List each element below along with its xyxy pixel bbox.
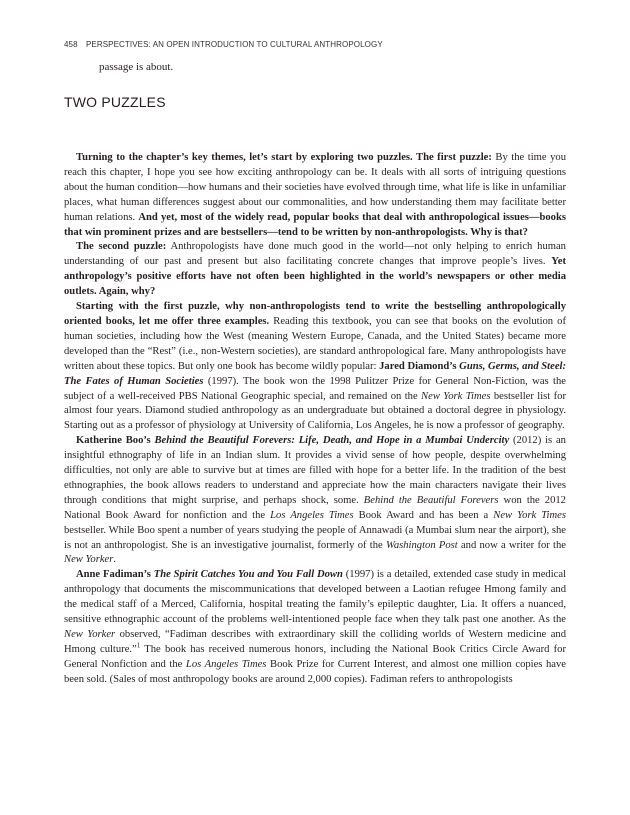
boo-text-5: and now a writer for the — [457, 539, 566, 551]
section-heading: TWO PUZZLES — [64, 94, 166, 110]
fadiman-text-3: The book has received numerous honors, including the National Book Critics Circle Award for General Nonfiction and the — [64, 643, 566, 670]
paragraph-boo — [64, 434, 566, 568]
boo-text-6: . — [113, 554, 117, 566]
boo-book-title-2: Behind the Beautiful Forevers — [363, 494, 499, 506]
boo-author: Katherine Boo’s — [76, 435, 155, 447]
wapo-reference: Washington Post — [385, 539, 458, 551]
first-puzzle-question: And yet, most of the widely read, popular books that deal with anthropological issues—books that win prominent prizes and are bestsellers—tend to be written by non-anthropologists. Why is that? — [64, 211, 566, 238]
diamond-lead: Starting with the first puzzle, why non-anthropologists tend to write the bestselling anthropologically oriented books, let me offer three examples. — [64, 301, 566, 327]
body-text — [64, 151, 566, 688]
boo-book-title: Behind the Beautiful Forevers: Life, Death, and Hope in a Mumbai Undercity — [154, 435, 510, 447]
lat-reference: Los Angeles Times — [270, 509, 354, 521]
nyt-reference: New York Times — [421, 390, 491, 402]
first-puzzle-lead: Turning to the chapter’s key themes, let’s start by exploring two puzzles. The first puzzle: — [76, 152, 492, 163]
fadiman-author: Anne Fadiman’s — [76, 569, 154, 581]
fadiman-text-4: Book Prize for Current Interest, and almost one million copies have been sold. (Sales of most anthropology books are around 2,000 copies). Fadiman refers to anthropologists — [64, 658, 566, 685]
diamond-text-2: (1997). The book won the 1998 Pulitzer Prize for General Non-Fiction, was the subject of a well-received PBS National Geographic special, and remained on the — [64, 375, 566, 402]
new-yorker-reference-2: New Yorker — [64, 629, 116, 640]
nyt-reference-2: New York Times — [493, 509, 566, 521]
diamond-text-1: Reading this textbook, you can see that books on the evolution of human societies, including how the West (meaning Western Europe, Canada, and the United States) became more developed than the “Rest” (i.e., non-Western societies), are standard anthropological fare. Many anthropologists have written about these topics. But only one book has become wildly popular: — [64, 315, 566, 372]
boo-text-3: Book Award and has been a — [353, 509, 494, 521]
carry-over-text: passage is about. — [99, 61, 174, 73]
running-title: PERSPECTIVES: AN OPEN INTRODUCTION TO CULTURAL ANTHROPOLOGY — [85, 40, 383, 49]
paragraph-first-puzzle — [64, 151, 566, 240]
running-header — [64, 40, 383, 49]
fadiman-book-title: The Spirit Catches You and You Fall Down — [153, 569, 343, 581]
second-puzzle-lead: The second puzzle: — [76, 241, 167, 253]
boo-text-2: won the 2012 National Book Award for nonfiction and the — [64, 494, 566, 521]
diamond-book-title: Guns, Germs, and Steel: The Fates of Human Societies — [64, 360, 567, 387]
paragraph-second-puzzle — [64, 240, 566, 300]
new-yorker-reference: New Yorker — [64, 554, 114, 566]
fadiman-text-2: observed, “Fadiman describes with extraordinary skill the colliding worlds of Western medicine and Hmong culture.” — [64, 629, 566, 655]
diamond-text-3: bestseller list for almost four years. Diamond studied anthropology as an undergraduate but obtained a doctoral degree in physiology. Starting out as a professor of physiology at University of California, Los Angeles, he is now a professor of geography. — [64, 390, 566, 432]
second-puzzle-question: Yet anthropology’s positive efforts have not often been highlighted in the world’s newspapers or other media outlets. Again, why? — [64, 256, 566, 298]
boo-text-4: bestseller. While Boo spent a number of years studying the people of Annawadi (a Mumbai slum near the airport), she is not an anthropologist. She is an investigative journalist, formerly of the — [64, 524, 566, 551]
paragraph-fadiman — [64, 568, 566, 687]
fadiman-text-1: (1997) is a detailed, extended case study in medical anthropology that documents the miscommunications that developed between a Laotian refugee Hmong family and the medical staff of a Merced, California, hospital treating the family’s epileptic daughter, Lia. It offers a nuanced, sensitive ethnographic account of the problems well-intentioned people face when they talk past one another. As the — [64, 569, 567, 626]
page-number: 458 — [64, 40, 78, 49]
lat-reference-2: Los Angeles Times — [185, 658, 267, 670]
diamond-author: Jared Diamond’s — [379, 360, 460, 372]
second-puzzle-text: Anthropologists have done much good in the world—not only helping to enrich human understanding of our past and present but also facilitating concrete changes that improve people’s lives. — [64, 241, 566, 268]
paragraph-diamond — [64, 300, 566, 434]
first-puzzle-text: By the time you reach this chapter, I hope you see how exciting anthropology can be. It deals with all sorts of intriguing questions about the human condition—how humans and their societies have evolved through time, what life is like in unfamiliar places, what human differences suggest about our commonalities, and how understanding them may facilitate better human relations. — [64, 152, 566, 223]
boo-text-1: (2012) is an insightful ethnography of life in an Indian slum. It provides a vivid sense of how people, despite overwhelming difficulties, not only are able to survive but at times are filled with hope for a better life. In the tradition of the best ethnographies, the book allows readers to understand and appreciate how the main characters navigate their lives through conditions that might surprise, and perhaps shock, some. — [64, 435, 566, 506]
footnote-marker[interactable]: 1 — [136, 641, 141, 650]
